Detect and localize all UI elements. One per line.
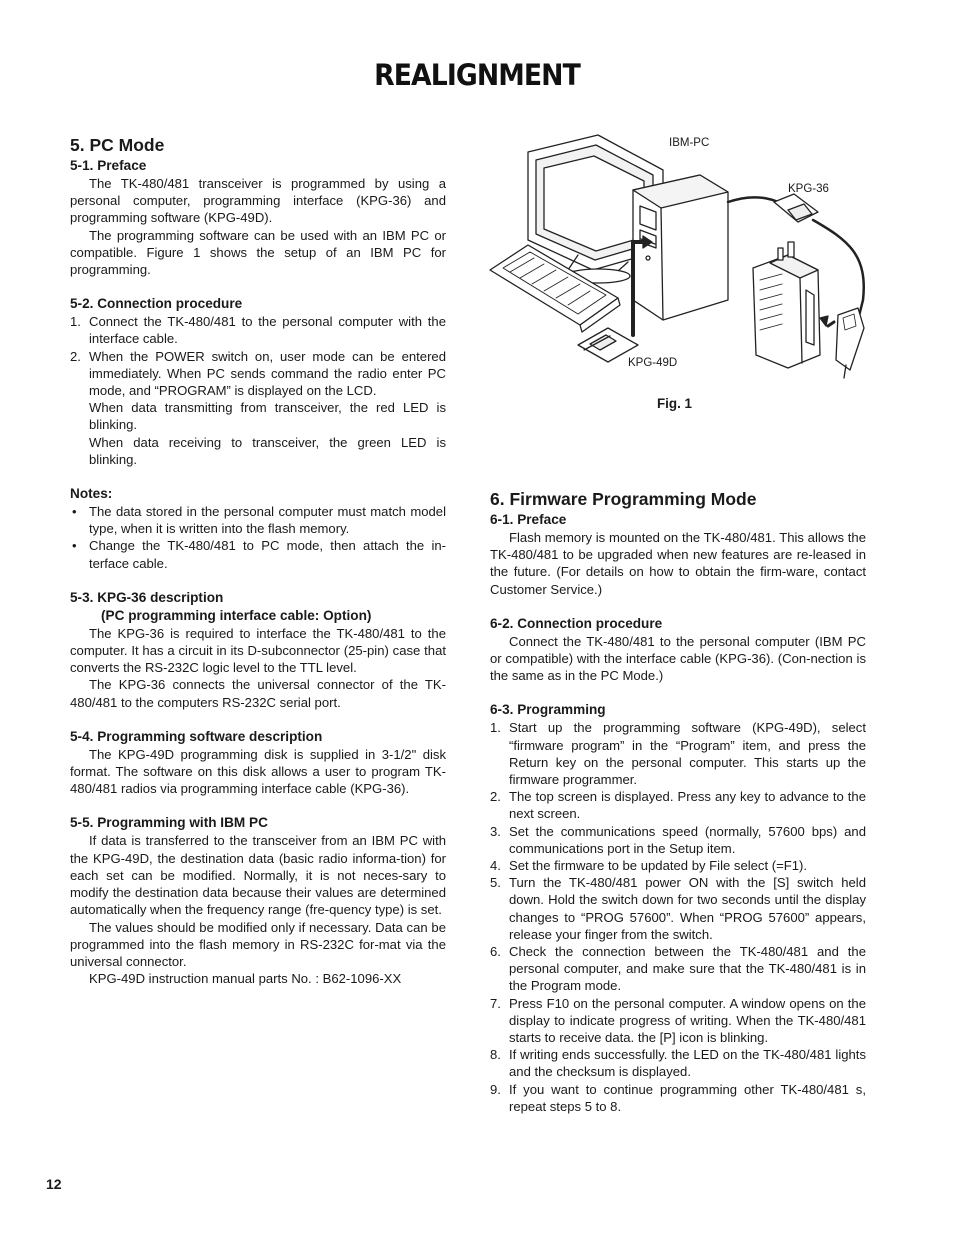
page-number: 12 — [46, 1176, 62, 1192]
list-item — [490, 788, 866, 822]
section-5-5-heading: 5-5. Programming with IBM PC — [70, 815, 268, 831]
list-number: 3. — [490, 823, 501, 839]
list-item — [490, 857, 866, 874]
notes-list — [70, 503, 446, 572]
section-5-1-paragraph-1: The TK-480/481 transceiver is programmed by using a personal computer, programming interface (KPG-36) and programming software (KPG-49D). — [70, 176, 446, 226]
list-text: Check the connection between the TK-480/481 and the personal computer, and make sure that the TK-480/481 is in the Program mode. — [509, 944, 866, 994]
bullet: • — [72, 504, 77, 520]
section-6-title: 6. Firmware Programming Mode — [490, 489, 757, 509]
list-item — [490, 995, 866, 1047]
section-5-3-paragraph-1: The KPG-36 is required to interface the TK-480/481 to the computer. It has a circuit in its D-subconnector (25-pin) case that converts the RS-232C logic level to the TTL level. — [70, 625, 446, 676]
bullet: • — [72, 538, 77, 554]
section-5-title: 5. PC Mode — [70, 135, 165, 155]
list-text: Start up the programming software (KPG-49D), select “firmware program” in the “Program” item, and press the Return key on the personal computer. This starts up the firmware programmer. — [509, 720, 866, 788]
section-5-3-subheading: (PC programming interface cable: Option) — [101, 607, 372, 623]
setup-figure — [488, 130, 868, 430]
figure-caption: Fig. 1 — [657, 396, 692, 411]
section-5-1-paragraph-2: The programming software can be used with an IBM PC or compatible. Figure 1 shows the setup of an IBM PC for programming. — [70, 227, 446, 278]
list-item — [70, 313, 446, 347]
list-number: 7. — [490, 995, 501, 1011]
list-text-extra: When data receiving to transceiver, the green LED is blinking. — [89, 434, 446, 467]
notes-heading: Notes: — [70, 486, 113, 502]
list-number: 1. — [490, 720, 501, 736]
section-5-5-paragraph-1: If data is transferred to the transceiver from an IBM PC with the KPG-49D, the destination data (basic radio informa-tion) for each set can be modified. Normally, it is not neces-sary to modify the destination data because their values are determined automatically when the frequency range (fre-quency type) is set. — [70, 833, 446, 918]
section-5-4-paragraph-1: The KPG-49D programming disk is supplied in 3-1/2" disk format. The software on this disk allows a user to program TK-480/481 radios via programming interface cable (KPG-36). — [70, 746, 446, 797]
list-text: The data stored in the personal computer must match model type, when it is written into the flash memory. — [89, 504, 446, 537]
list-item — [490, 1081, 866, 1115]
list-number: 5. — [490, 875, 501, 891]
list-text: Turn the TK-480/481 power ON with the [S] switch held down. Hold the switch down for two seconds until the display changes to “PROG 57600”. When “PROG 57600” appears, release your finger from the switch. — [509, 875, 866, 942]
section-6-1-paragraph-1: Flash memory is mounted on the TK-480/481. This allows the TK-480/481 to be upgraded when new features are re-leased in the future. (For details on how to obtain the firm-ware, contact Customer Service.) — [490, 530, 866, 597]
list-item — [490, 943, 866, 995]
list-text: Set the firmware to be updated by File select (=F1). — [509, 858, 808, 874]
list-item — [70, 503, 446, 537]
list-item — [490, 823, 866, 857]
list-item — [70, 348, 446, 468]
left-column — [70, 134, 446, 987]
computer-tower-illustration — [633, 175, 728, 320]
radio-transceiver-illustration — [753, 242, 864, 378]
list-text: The top screen is displayed. Press any key to advance to the next screen. — [509, 789, 866, 822]
section-6-2-paragraph-1: Connect the TK-480/481 to the personal computer (IBM PC or compatible) with the interface cable (KPG-36). (Con-nection is the same as in the PC Mode.) — [490, 633, 866, 684]
list-item — [490, 719, 866, 788]
section-6-3-heading: 6-3. Programming — [490, 702, 606, 718]
attach-arrow-icon — [820, 316, 834, 326]
section-5-5-paragraph-3: KPG-49D instruction manual parts No. : B62-1096-XX — [89, 971, 402, 987]
list-number: 2. — [70, 348, 81, 364]
list-text: Set the communications speed (normally, 57600 bps) and communications port in the Setup item. — [509, 823, 866, 856]
list-number: 2. — [490, 789, 501, 805]
kpg-36-label: KPG-36 — [788, 183, 829, 195]
section-5-3-paragraph-2: The KPG-36 connects the universal connector of the TK-480/481 to the computers RS-232C serial port. — [70, 677, 446, 710]
list-text: Connect the TK-480/481 to the personal computer with the interface cable. — [89, 314, 446, 347]
list-number: 9. — [490, 1081, 501, 1097]
section-6-1-heading: 6-1. Preface — [490, 512, 567, 527]
right-column — [490, 488, 866, 1115]
section-5-1-heading: 5-1. Preface — [70, 158, 147, 173]
list-text: When the POWER switch on, user mode can be entered immediately. When PC sends command the radio enter PC mode, and “PROGRAM” is displayed on the LCD. — [89, 348, 446, 399]
list-item — [70, 537, 446, 571]
list-text: If you want to continue programming other TK-480/481 s, repeat steps 5 to 8. — [509, 1081, 866, 1114]
section-5-2-heading: 5-2. Connection procedure — [70, 296, 243, 312]
list-number: 6. — [490, 944, 501, 960]
programming-steps-list — [490, 719, 866, 1115]
section-5-4-heading: 5-4. Programming software description — [70, 728, 323, 744]
section-5-5-paragraph-2: The values should be modified only if necessary. Data can be programmed into the flash memory in RS-232C for-mat via the universal connector. — [70, 919, 446, 969]
list-number: 4. — [490, 858, 501, 874]
d-sub-connector-illustration — [774, 194, 818, 222]
ibm-pc-label: IBM-PC — [669, 137, 710, 149]
connection-steps-list — [70, 313, 446, 468]
list-text: Press F10 on the personal computer. A window opens on the display to indicate progress of writing. When the TK-480/481 starts to receive data. the [P] icon is blinking. — [509, 995, 866, 1046]
pc-setup-illustration — [488, 130, 868, 430]
page-title: REALIGNMENT — [374, 58, 580, 92]
list-item — [490, 874, 866, 943]
list-item — [490, 1046, 866, 1080]
list-number: 1. — [70, 314, 81, 330]
list-text: Change the TK-480/481 to PC mode, then attach the in-terface cable. — [89, 538, 446, 571]
section-5-3-heading: 5-3. KPG-36 description — [70, 589, 224, 605]
list-text: If writing ends successfully. the LED on the TK-480/481 lights and the checksum is displayed. — [509, 1047, 866, 1080]
kpg-49d-label: KPG-49D — [628, 357, 678, 369]
section-6-2-heading: 6-2. Connection procedure — [490, 615, 663, 631]
list-text-extra: When data transmitting from transceiver, the red LED is blinking. — [89, 400, 446, 433]
list-number: 8. — [490, 1047, 501, 1063]
